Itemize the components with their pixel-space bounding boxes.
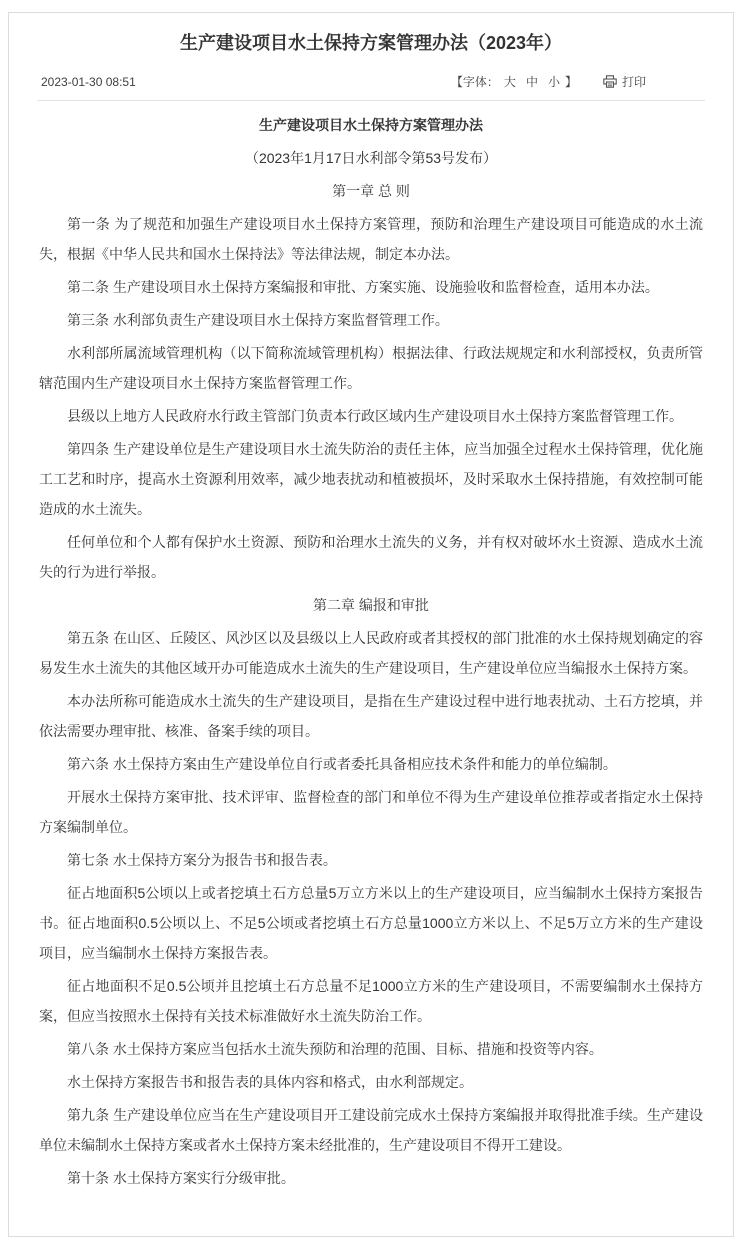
article-paragraph: 开展水土保持方案审批、技术评审、监督检查的部门和单位不得为生产建设单位推荐或者指定水土保持方案编制单位。 bbox=[39, 789, 703, 835]
meta-row bbox=[39, 73, 703, 90]
toolbar bbox=[451, 73, 701, 90]
article-paragraph: 第三条 水利部负责生产建设项目水土保持方案监督管理工作。 bbox=[67, 312, 449, 328]
article-paragraph: 征占地面积5公顷以上或者挖填土石方总量5万立方米以上的生产建设项目，应当编制水土保持方案报告书。征占地面积0.5公顷以上、不足5公顷或者挖填土石方总量1000立方米以上、不足5万立方米的生产建设项目，应当编制水土保持方案报告表。 bbox=[39, 885, 703, 961]
page-title: 生产建设项目水土保持方案管理办法（2023年） bbox=[179, 33, 563, 53]
print-button[interactable] bbox=[603, 73, 646, 90]
publish-datetime: 2023-01-30 08:51 bbox=[41, 74, 136, 89]
font-size-label-close: 】 bbox=[564, 75, 577, 89]
article-blocks bbox=[39, 176, 703, 1193]
printer-icon bbox=[603, 75, 617, 88]
article-paragraph: 第八条 水土保持方案应当包括水土流失预防和治理的范围、目标、措施和投资等内容。 bbox=[67, 1041, 603, 1057]
article-paragraph: 第二条 生产建设项目水土保持方案编报和审批、方案实施、设施验收和监督检查，适用本办法。 bbox=[67, 279, 659, 295]
article-paragraph: 第十条 水土保持方案实行分级审批。 bbox=[67, 1170, 295, 1186]
article-paragraph: 第五条 在山区、丘陵区、风沙区以及县级以上人民政府或者其授权的部门批准的水土保持规划确定的容易发生水土流失的其他区域开办可能造成水土流失的生产建设项目，生产建设单位应当编报水土保持方案。 bbox=[39, 630, 703, 676]
print-label: 打印 bbox=[621, 75, 646, 89]
article-paragraph: 县级以上地方人民政府水行政主管部门负责本行政区域内生产建设项目水土保持方案监督管理工作。 bbox=[67, 408, 683, 424]
document-subtitle: （2023年1月17日水利部令第53号发布） bbox=[244, 150, 498, 166]
article-paragraph: 征占地面积不足0.5公顷并且挖填土石方总量不足1000立方米的生产建设项目，不需要编制水土保持方案，但应当按照水土保持有关技术标准做好水土流失防治工作。 bbox=[39, 978, 703, 1024]
article-paragraph: 水土保持方案报告书和报告表的具体内容和格式，由水利部规定。 bbox=[67, 1074, 473, 1090]
font-size-medium-button[interactable]: 中 bbox=[525, 75, 538, 89]
article-paragraph: 水利部所属流域管理机构（以下简称流域管理机构）根据法律、行政法规规定和水利部授权，负责所管辖范围内生产建设项目水土保持方案监督管理工作。 bbox=[39, 345, 703, 391]
font-size-small-button[interactable]: 小 bbox=[547, 75, 560, 89]
font-size-label: 【字体： bbox=[450, 75, 499, 89]
article-paragraph: 第四条 生产建设单位是生产建设项目水土流失防治的责任主体，应当加强全过程水土保持管理，优化施工工艺和时序，提高水土资源利用效率，减少地表扰动和植被损坏，及时采取水土保持措施，有效控制可能造成的水土流失。 bbox=[39, 441, 703, 517]
chapter-heading: 第二章 编报和审批 bbox=[313, 597, 429, 613]
article-paragraph: 第九条 生产建设单位应当在生产建设项目开工建设前完成水土保持方案编报并取得批准手续。生产建设单位未编制水土保持方案或者水土保持方案未经批准的，生产建设项目不得开工建设。 bbox=[39, 1107, 703, 1153]
chapter-heading: 第一章 总 则 bbox=[332, 183, 410, 199]
article-paragraph: 任何单位和个人都有保护水土资源、预防和治理水土流失的义务，并有权对破坏水土资源、造成水土流失的行为进行举报。 bbox=[39, 534, 703, 580]
article-paragraph: 本办法所称可能造成水土流失的生产建设项目，是指在生产建设过程中进行地表扰动、土石方挖填，并依法需要办理审批、核准、备案手续的项目。 bbox=[39, 693, 703, 739]
font-size-large-button[interactable]: 大 bbox=[503, 75, 516, 89]
document-title: 生产建设项目水土保持方案管理办法 bbox=[259, 117, 483, 133]
article-paragraph: 第七条 水土保持方案分为报告书和报告表。 bbox=[67, 852, 337, 868]
article-paragraph: 第一条 为了规范和加强生产建设项目水土保持方案管理，预防和治理生产建设项目可能造成的水土流失，根据《中华人民共和国水土保持法》等法律法规，制定本办法。 bbox=[39, 216, 703, 262]
article-body bbox=[39, 101, 703, 1193]
article-card bbox=[8, 12, 734, 1237]
article-paragraph: 第六条 水土保持方案由生产建设单位自行或者委托具备相应技术条件和能力的单位编制。 bbox=[67, 756, 617, 772]
